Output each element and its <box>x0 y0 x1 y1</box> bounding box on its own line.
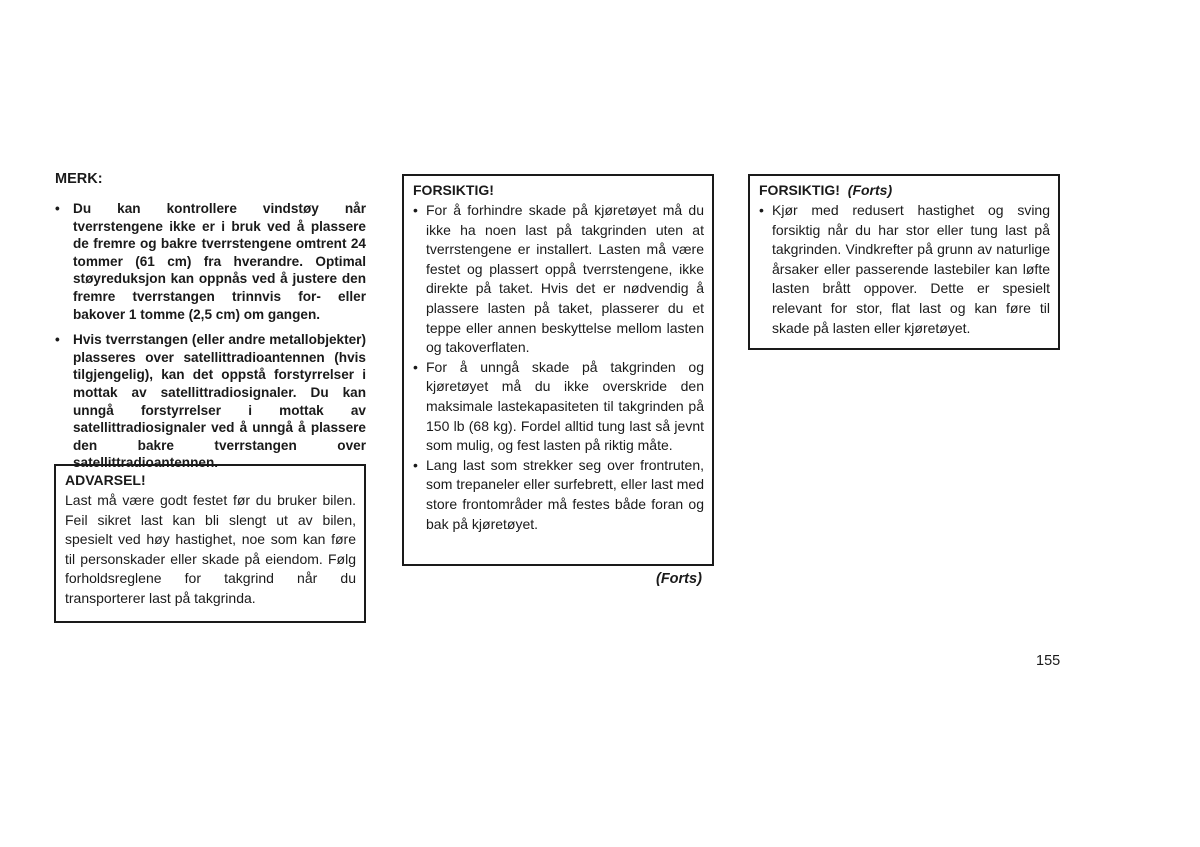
warning-title: ADVARSEL! <box>65 472 146 488</box>
caution-continued-box <box>748 174 1060 350</box>
caution-item-text: Lang last som strekker seg over frontruten, som trepaneler eller surfebrett, eller last med store frontområder må festes både foran og bak på kjøretøyet. <box>426 456 704 532</box>
caution-item-text: For å forhindre skade på kjøretøyet må du ikke ha noen last på takgrinden uten at tverrstengene er installert. Lasten må være festet og plassert oppå tverrstengene, ikke direkte på taket. Hvis det er nødvendig å plassere lasten på taket, plasserer du et teppe eller annen beskyttelse mellom lasten og takoverflaten. <box>426 202 704 356</box>
caution-item-load-capacity <box>413 358 704 456</box>
caution-list <box>413 201 704 534</box>
caution-item-text: Kjør med redusert hastighet og sving forsiktig når du har stor eller tung last på takgrinden. Vindkrefter på grunn av naturlige årsaker eller passerende lastebiler kan løfte lasten brått oppover. Dette er spesielt relevant for stor, flat last og kan føre til skade på lasten eller kjøretøyet. <box>772 202 1050 336</box>
caution-continued-list <box>759 201 1050 338</box>
warning-box <box>54 464 366 623</box>
caution-title: FORSIKTIG! <box>413 182 494 198</box>
bullet-icon: • <box>413 202 418 218</box>
page-number: 155 <box>1036 653 1061 669</box>
bullet-icon: • <box>413 358 418 375</box>
warning-text: Last må være godt festet før du bruker bilen. Feil sikret last kan bli slengt ut av bilen, spesielt ved høy hastighet, noe som kan føre til personskader eller skade på eiendom. Følg forholdsreglene for takgrind når du transporterer last på takgrinda. <box>65 492 356 606</box>
bullet-icon: • <box>55 332 60 348</box>
continued-label: (Forts) <box>656 571 702 587</box>
caution-item-crossbars <box>413 201 704 358</box>
bullet-icon: • <box>55 201 60 216</box>
note-section <box>55 171 366 480</box>
caution-item-reduced-speed <box>759 201 1050 338</box>
note-title: MERK: <box>55 171 103 187</box>
caution-continued-title-text: FORSIKTIG! <box>759 182 840 198</box>
note-list <box>55 200 366 472</box>
note-item-text: Du kan kontrollere vindstøy når tverrstengene ikke er i bruk ved å plassere de fremre og bakre tverrstengene omtrent 24 tommer (61 cm) fra hverandre. Optimal støyreduksjon kan oppnås ved å justere den fremre tverrstangen trinnvis for- eller bakover 1 tomme (2,5 cm) om gangen. <box>73 201 366 322</box>
bullet-icon: • <box>413 456 418 473</box>
note-item-text: Hvis tverrstangen (eller andre metallobjekter) plasseres over satellittradioantennen (hvis tilgjengelig), kan det oppstå forstyrrelser i mottak av satellittradiosignaler. Du kan unngå forstyrrelser i mottak av satellittradiosignaler ved å unngå å plassere den bakre tverrstangen over satellittradioantennen. <box>73 332 366 471</box>
note-item-satellite-radio <box>55 331 366 472</box>
caution-continued-suffix: (Forts) <box>847 182 893 198</box>
bullet-icon: • <box>759 202 764 218</box>
note-item-wind-noise <box>55 200 366 323</box>
caution-continued-title <box>759 181 1050 199</box>
caution-item-long-loads <box>413 456 704 534</box>
caution-item-text: For å unngå skade på takgrinden og kjøretøyet må du ikke overskride den maksimale lastekapasiteten til takgrinden på 150 lb (68 kg). Fordel alltid tung last så jevnt som mulig, og fest lasten på riktig måte. <box>426 358 704 454</box>
caution-box <box>402 174 714 566</box>
